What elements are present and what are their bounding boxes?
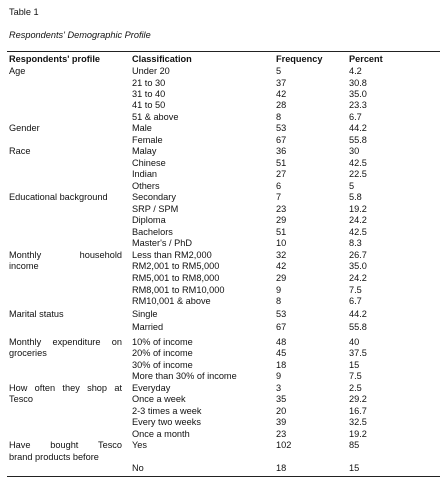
cell-classification: Indian <box>132 169 158 179</box>
cell-frequency: 23 <box>276 429 287 439</box>
cell-percent: 16.7 <box>349 406 367 416</box>
cell-profile: Age <box>9 66 26 76</box>
cell-classification: Others <box>132 181 160 191</box>
cell-percent: 23.3 <box>349 100 367 110</box>
cell-frequency: 9 <box>276 371 282 381</box>
cell-percent: 42.5 <box>349 227 367 237</box>
cell-percent: 40 <box>349 337 360 347</box>
cell-percent: 35.0 <box>349 89 367 99</box>
cell-frequency: 42 <box>276 261 287 271</box>
cell-classification: 20% of income <box>132 348 193 358</box>
cell-frequency: 29 <box>276 273 287 283</box>
cell-profile: brand products before <box>9 452 99 462</box>
cell-percent: 55.8 <box>349 135 367 145</box>
cell-frequency: 53 <box>276 309 287 319</box>
cell-frequency: 3 <box>276 383 282 393</box>
cell-percent: 37.5 <box>349 348 367 358</box>
cell-frequency: 28 <box>276 100 287 110</box>
cell-classification: More than 30% of income <box>132 371 237 381</box>
cell-classification: No <box>132 463 144 473</box>
cell-percent: 4.2 <box>349 66 362 76</box>
header-profile: Respondents' profile <box>9 54 101 64</box>
cell-frequency: 42 <box>276 89 287 99</box>
cell-profile: Gender <box>9 123 40 133</box>
cell-frequency: 10 <box>276 238 287 248</box>
cell-classification: 10% of income <box>132 337 193 347</box>
cell-percent: 7.5 <box>349 285 362 295</box>
cell-frequency: 48 <box>276 337 287 347</box>
cell-classification: Malay <box>132 146 157 156</box>
cell-classification: 51 & above <box>132 112 179 122</box>
cell-classification: 2-3 times a week <box>132 406 202 416</box>
cell-percent: 7.5 <box>349 371 362 381</box>
table-caption: Table 1 <box>9 7 39 17</box>
cell-profile: Educational background <box>9 192 108 202</box>
cell-classification: Married <box>132 322 164 332</box>
cell-frequency: 20 <box>276 406 287 416</box>
cell-classification: RM10,001 & above <box>132 296 211 306</box>
cell-percent: 15 <box>349 360 360 370</box>
cell-classification: RM2,001 to RM5,000 <box>132 261 220 271</box>
cell-percent: 24.2 <box>349 215 367 225</box>
cell-percent: 6.7 <box>349 112 362 122</box>
table-subtitle: Respondents' Demographic Profile <box>9 30 151 40</box>
cell-frequency: 67 <box>276 135 287 145</box>
cell-percent: 5.8 <box>349 192 362 202</box>
cell-frequency: 6 <box>276 181 282 191</box>
cell-percent: 29.2 <box>349 394 367 404</box>
cell-percent: 32.5 <box>349 417 367 427</box>
cell-classification: Once a week <box>132 394 186 404</box>
cell-percent: 30.8 <box>349 78 367 88</box>
cell-classification: Under 20 <box>132 66 170 76</box>
cell-frequency: 32 <box>276 250 287 260</box>
cell-classification: Master's / PhD <box>132 238 192 248</box>
cell-frequency: 102 <box>276 440 292 450</box>
cell-classification: Everyday <box>132 383 171 393</box>
cell-percent: 55.8 <box>349 322 367 332</box>
cell-classification: Less than RM2,000 <box>132 250 212 260</box>
cell-classification: SRP / SPM <box>132 204 179 214</box>
cell-frequency: 5 <box>276 66 282 76</box>
cell-frequency: 51 <box>276 227 287 237</box>
cell-percent: 44.2 <box>349 123 367 133</box>
cell-classification: 30% of income <box>132 360 193 370</box>
cell-frequency: 23 <box>276 204 287 214</box>
cell-frequency: 8 <box>276 296 282 306</box>
cell-profile: Marital status <box>9 309 64 319</box>
header-frequency: Frequency <box>276 54 323 64</box>
cell-percent: 15 <box>349 463 360 473</box>
cell-frequency: 45 <box>276 348 287 358</box>
cell-frequency: 7 <box>276 192 282 202</box>
cell-classification: Once a month <box>132 429 190 439</box>
cell-classification: 31 to 40 <box>132 89 166 99</box>
cell-frequency: 37 <box>276 78 287 88</box>
cell-percent: 42.5 <box>349 158 367 168</box>
cell-percent: 5 <box>349 181 355 191</box>
cell-frequency: 39 <box>276 417 287 427</box>
cell-percent: 44.2 <box>349 309 367 319</box>
cell-profile: Race <box>9 146 31 156</box>
cell-profile: Monthly household <box>9 250 122 260</box>
cell-frequency: 53 <box>276 123 287 133</box>
cell-frequency: 35 <box>276 394 287 404</box>
header-classification: Classification <box>132 54 192 64</box>
cell-profile: income <box>9 261 39 271</box>
cell-percent: 8.3 <box>349 238 362 248</box>
cell-percent: 26.7 <box>349 250 367 260</box>
cell-classification: Single <box>132 309 158 319</box>
cell-percent: 6.7 <box>349 296 362 306</box>
cell-classification: 41 to 50 <box>132 100 166 110</box>
cell-frequency: 51 <box>276 158 287 168</box>
cell-profile: Have bought Tesco <box>9 440 122 450</box>
cell-frequency: 9 <box>276 285 282 295</box>
cell-percent: 22.5 <box>349 169 367 179</box>
cell-profile: How often they shop at <box>9 383 122 393</box>
cell-percent: 24.2 <box>349 273 367 283</box>
cell-classification: RM8,001 to RM10,000 <box>132 285 225 295</box>
cell-classification: RM5,001 to RM8,000 <box>132 273 220 283</box>
cell-classification: Diploma <box>132 215 166 225</box>
cell-percent: 85 <box>349 440 360 450</box>
cell-profile: Monthly expenditure on <box>9 337 122 347</box>
cell-frequency: 27 <box>276 169 287 179</box>
cell-classification: 21 to 30 <box>132 78 166 88</box>
cell-frequency: 18 <box>276 463 287 473</box>
cell-classification: Yes <box>132 440 147 450</box>
cell-classification: Secondary <box>132 192 176 202</box>
cell-percent: 2.5 <box>349 383 362 393</box>
cell-classification: Chinese <box>132 158 166 168</box>
header-percent: Percent <box>349 54 383 64</box>
cell-classification: Male <box>132 123 152 133</box>
cell-classification: Bachelors <box>132 227 173 237</box>
cell-profile: groceries <box>9 348 47 358</box>
cell-classification: Female <box>132 135 163 145</box>
cell-percent: 30 <box>349 146 360 156</box>
cell-frequency: 8 <box>276 112 282 122</box>
cell-percent: 19.2 <box>349 429 367 439</box>
cell-classification: Every two weeks <box>132 417 201 427</box>
cell-percent: 35.0 <box>349 261 367 271</box>
cell-frequency: 29 <box>276 215 287 225</box>
cell-frequency: 36 <box>276 146 287 156</box>
cell-frequency: 67 <box>276 322 287 332</box>
cell-frequency: 18 <box>276 360 287 370</box>
cell-profile: Tesco <box>9 394 33 404</box>
cell-percent: 19.2 <box>349 204 367 214</box>
